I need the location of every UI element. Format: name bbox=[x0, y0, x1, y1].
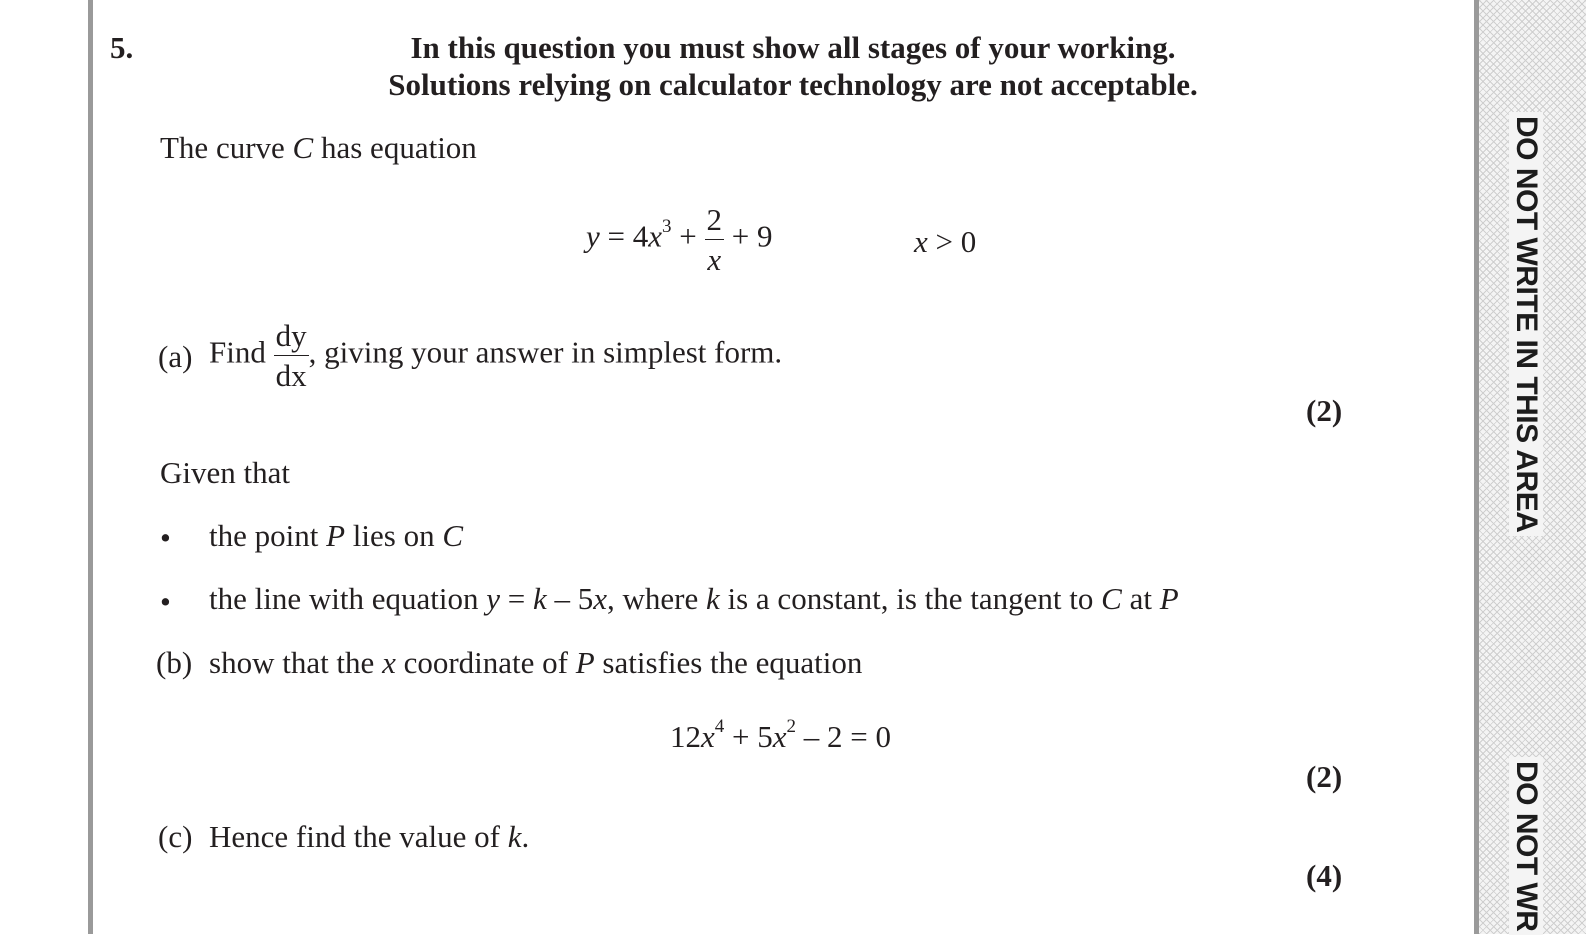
two-over-x-fraction: $\frac{2}{x}$ bbox=[706, 202, 722, 277]
margin-hatched-area bbox=[1479, 0, 1586, 934]
dy-dx-fraction: $\frac{dy}{dx}$ bbox=[275, 318, 307, 393]
bullet-1-text: the point P lies on C bbox=[209, 518, 464, 553]
part-a-label: (a) bbox=[158, 339, 193, 374]
bullet-2-text: the line with equation y = k – 5x, where k is a constant, is the tangent to C at P bbox=[209, 581, 1179, 616]
curve-equation: $y = 4x^3$ + $\frac{2}{x}$ + 9 bbox=[586, 202, 773, 277]
margin-warning-main: DO NOT WRITE IN THIS AREA bbox=[1509, 112, 1543, 536]
domain-condition: x > 0 bbox=[914, 224, 977, 259]
part-b-equation: $12x^4 + 5x^2 - 2 = 0$ bbox=[670, 716, 891, 754]
part-a-text: Find $\frac{dy}{dx}$ , giving your answer in simplest form. bbox=[209, 318, 783, 393]
instruction-line-2: Solutions relying on calculator technology are not acceptable. bbox=[388, 67, 1198, 102]
left-margin-rule bbox=[88, 0, 93, 934]
part-c-marks: (4) bbox=[1306, 858, 1343, 893]
given-that: Given that bbox=[160, 455, 290, 490]
instruction-line-1: In this question you must show all stages of your working. bbox=[410, 30, 1176, 65]
bullet-1-marker: • bbox=[160, 520, 171, 555]
curve-intro: The curve C has equation bbox=[160, 130, 477, 165]
part-a-marks: (2) bbox=[1306, 393, 1343, 428]
part-b-text: show that the x coordinate of P satisfies the equation bbox=[209, 645, 863, 680]
margin-warning-partial: DO NOT WR bbox=[1509, 757, 1543, 935]
part-b-marks: (2) bbox=[1306, 759, 1343, 794]
bullet-2-marker: • bbox=[160, 584, 171, 619]
part-c-text: Hence find the value of k. bbox=[209, 819, 530, 854]
part-c-label: (c) bbox=[158, 819, 193, 854]
part-b-label: (b) bbox=[156, 645, 193, 680]
question-number: 5. bbox=[110, 30, 134, 65]
